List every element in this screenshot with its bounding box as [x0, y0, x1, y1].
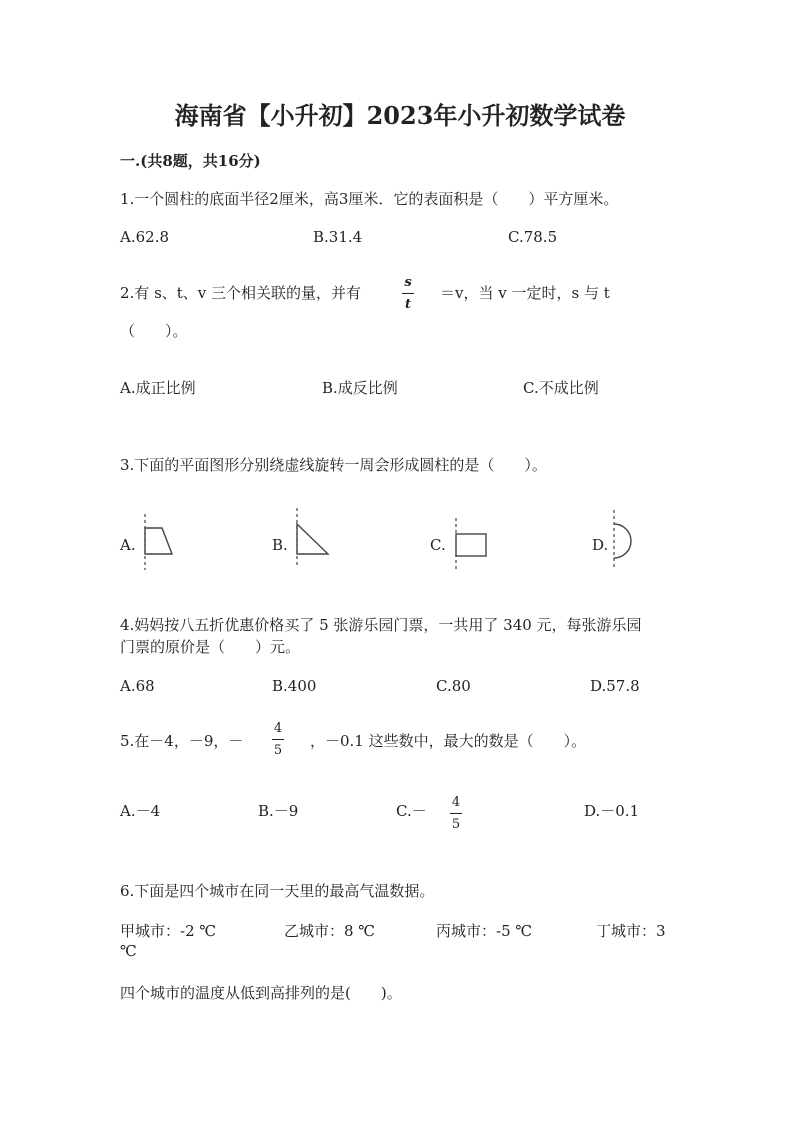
question-1-option-a: A.62.8 — [120, 228, 169, 246]
question-5-option-d: D.－0.1 — [584, 802, 640, 820]
question-5-stem-start: 5.在－4，－9，－ — [120, 732, 244, 750]
question-3-option-a: A. — [120, 536, 136, 554]
question-1-option-b: B.31.4 — [313, 228, 363, 246]
fraction-four-fifths — [272, 722, 284, 757]
question-4-stem-line2: 门票的原价是（ ）元。 — [120, 638, 301, 656]
trapezoid-figure — [138, 512, 178, 572]
question-2-blank: （ ）。 — [120, 322, 188, 340]
rectangle-figure — [448, 516, 490, 572]
fraction-numerator: 4 — [451, 795, 461, 810]
fraction-denominator: 5 — [451, 817, 461, 832]
question-4-option-c: C.80 — [436, 677, 471, 695]
question-1-stem: 1.一个圆柱的底面半径2厘米，高3厘米．它的表面积是（ ）平方厘米。 — [120, 190, 619, 208]
question-5-option-b: B.－9 — [258, 802, 299, 820]
question-3-option-c: C. — [430, 536, 446, 554]
question-3-stem: 3.下面的平面图形分别绕虚线旋转一周会形成圆柱的是（ ）。 — [120, 456, 547, 474]
city-temperature-jia: 甲城市：-2 ℃ — [120, 922, 217, 940]
question-5-option-c: C.－ — [396, 802, 427, 820]
question-6-stem: 6.下面是四个城市在同一天里的最高气温数据。 — [120, 882, 435, 900]
fraction-bar — [272, 739, 284, 740]
question-2-option-a: A.成正比例 — [120, 379, 196, 397]
section-heading: 一.(共8题，共16分) — [120, 152, 261, 170]
question-4-option-d: D.57.8 — [590, 677, 640, 695]
city-temperature-yi: 乙城市：8 ℃ — [284, 922, 376, 940]
question-5-option-a: A.－4 — [120, 802, 161, 820]
triangle-figure — [290, 506, 332, 570]
question-2-option-c: C.不成比例 — [523, 379, 599, 397]
fraction-bar — [402, 293, 414, 294]
fraction-numerator: s — [404, 275, 412, 290]
fraction-denominator: 5 — [273, 743, 283, 758]
question-3-option-b: B. — [272, 536, 288, 554]
question-2-stem-end: ＝v，当 v 一定时，s 与 t — [440, 284, 610, 302]
question-4-stem-line1: 4.妈妈按八五折优惠价格买了 5 张游乐园门票，一共用了 340 元，每张游乐园 — [120, 616, 642, 634]
fraction-bar — [450, 813, 462, 814]
option-c-fraction — [450, 796, 462, 831]
page-title: 海南省【小升初】2023年小升初数学试卷 — [174, 101, 626, 130]
question-2-option-b: B.成反比例 — [322, 379, 398, 397]
semicircle-figure — [606, 508, 642, 572]
fraction-numerator: 4 — [273, 721, 283, 736]
fraction-s-over-t — [402, 276, 414, 311]
question-1-option-c: C.78.5 — [508, 228, 558, 246]
temperature-unit-wrap: ℃ — [120, 942, 137, 960]
fraction-denominator: t — [404, 297, 411, 312]
city-temperature-bing: 丙城市：-5 ℃ — [436, 922, 533, 940]
question-5-stem-end: ，－0.1 这些数中，最大的数是（ ）。 — [310, 732, 587, 750]
question-4-option-b: B.400 — [272, 677, 317, 695]
question-4-option-a: A.68 — [120, 677, 155, 695]
question-3-option-d: D. — [592, 536, 609, 554]
question-6-prompt: 四个城市的温度从低到高排列的是( )。 — [120, 984, 402, 1002]
city-temperature-ding: 丁城市：3 — [596, 922, 666, 940]
question-2-stem-start: 2.有 s、t、v 三个相关联的量，并有 — [120, 284, 362, 302]
